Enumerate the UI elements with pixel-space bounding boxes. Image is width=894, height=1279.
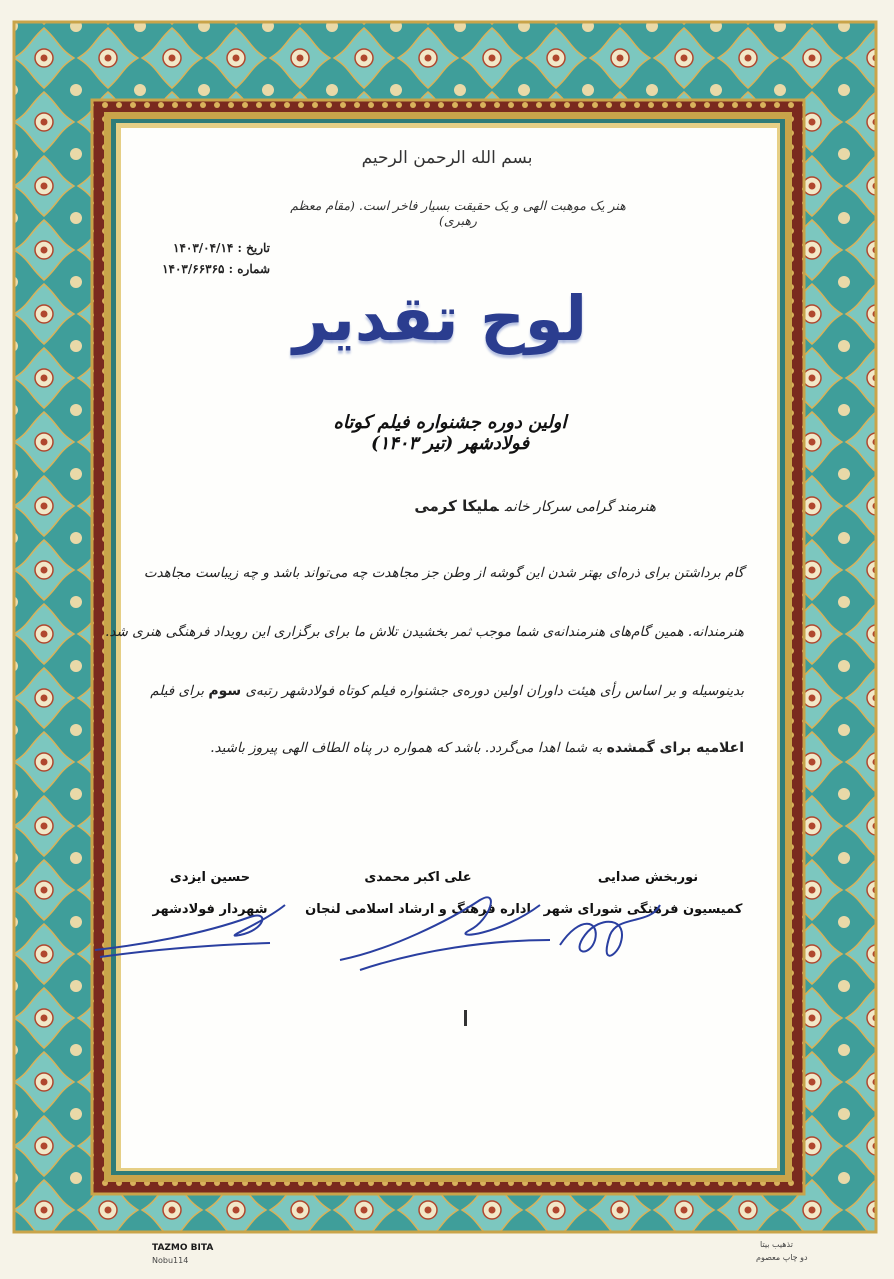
paragraph-line-2: هنرمندانه. همین گام‌های هنرمندانه‌ی شما موجب ثمر بخشیدن تلاش ما برای برگزاری این رویداد فرهنگی هنری شد.	[105, 624, 744, 640]
signer-2-org: اداره فرهنگ و ارشاد اسلامی لنجان	[305, 902, 531, 917]
signature-1-scribble	[540, 895, 680, 975]
award-text: بدینوسیله و بر اساس رأی هیئت داوران اولین دوره‌ی جشنواره فیلم کوتاه فولادشهر رتبه‌ی	[245, 683, 744, 699]
printer-mark-right-1: تذهیب بیتا	[760, 1240, 793, 1249]
signer-3-name: حسین ایزدی	[169, 870, 251, 885]
leader-quote: هنر یک موهبت الهی و یک حقیقت بسیار فاخر است. (مقام معظم رهبری)	[290, 198, 626, 228]
bismillah-heading: بسم الله الرحمن الرحيم	[361, 148, 533, 168]
signer-3-org: شهردار فولادشهر	[152, 902, 268, 917]
signature-3-scribble	[90, 895, 290, 965]
paragraph-line-4	[152, 740, 744, 756]
paragraph-line-1: گام برداشتن برای ذره‌ای بهتر شدن این گوشه از وطن جز مجاهدت چه می‌تواند باشد و چه زیباست مجاهدت	[143, 565, 744, 581]
rank-value: سوم	[208, 683, 242, 699]
recipient-line	[414, 497, 656, 515]
closing-text: به شما اهدا می‌گردد. باشد که همواره در پناه الطاف الهی پیروز باشید.	[210, 740, 603, 756]
for-film-text: برای فیلم	[150, 683, 205, 699]
date-line: تاریخ : ۱۴۰۳/۰۴/۱۴	[173, 241, 270, 255]
signer-2-name: علی اکبر محمدی	[364, 870, 472, 885]
printer-logo-left: TAZMO BITA	[152, 1243, 214, 1253]
printer-mark-right-2: دو چاپ معصوم	[756, 1253, 808, 1262]
recipient-name: ملیکا کرمی	[414, 497, 499, 515]
center-mark	[464, 1010, 467, 1026]
film-title: اعلامیه برای گمشده	[606, 740, 744, 756]
signature-2-scribble	[330, 880, 560, 980]
printer-code-left: Nobu114	[152, 1256, 189, 1265]
recipient-prefix: هنرمند گرامی سرکار خانم	[504, 499, 656, 515]
paragraph-line-3	[152, 683, 744, 699]
number-line: شماره : ۱۴۰۳/۶۶۳۶۵	[162, 262, 270, 276]
festival-name: اولین دوره جشنواره فیلم کوتاه فولادشهر (تیر ۱۴۰۳)	[333, 412, 567, 454]
signer-1-org: کمیسیون فرهنگی شورای شهر	[543, 902, 743, 917]
certificate-title: لوح تقدیر	[293, 282, 587, 355]
signer-1-name: نوربخش صدایی	[597, 870, 699, 885]
